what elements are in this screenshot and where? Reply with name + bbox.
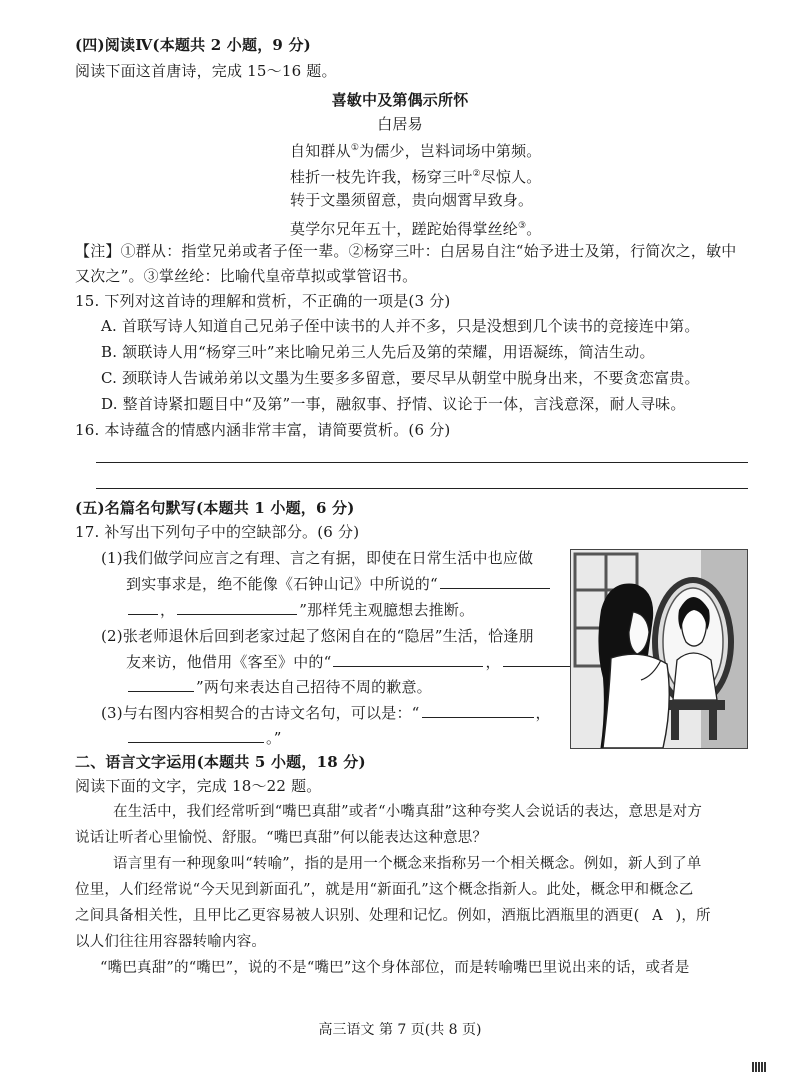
poem-line-2 bbox=[290, 164, 542, 187]
q15-option-d: D. 整首诗紧扣题目中“及第”一事，融叙事、抒情、议论于一体，言浅意深，耐人寻味。 bbox=[101, 395, 686, 413]
q16-stem: 16. 本诗蕴含的情感内涵非常丰富，请简要赏析。(6 分) bbox=[75, 421, 451, 439]
poem-line-2-part-b: 尽惊人。 bbox=[480, 168, 542, 186]
passage-para2-line3-text: 之间具备相关性，且甲比乙更容易被人识别、处理和记忆。例如，酒瓶比酒瓶里的酒更( bbox=[75, 908, 640, 924]
filled-answer-a[interactable]: A bbox=[652, 908, 663, 924]
page-footer: 高三语文 第 7 页(共 8 页) bbox=[318, 1022, 482, 1038]
passage-para2-line4: 以人们往往用容器转喻内容。 bbox=[75, 934, 267, 950]
q17-blank-5[interactable] bbox=[422, 703, 534, 718]
passage-para2-line1: 语言里有一种现象叫“转喻”，指的是用一个概念来指称另一个相关概念。例如，新人到了单 bbox=[113, 856, 702, 872]
q17-blank-6[interactable] bbox=[128, 728, 264, 743]
q17-blank-1[interactable] bbox=[440, 574, 550, 589]
q17-part2-tail: ”两句来表达自己招待不周的歉意。 bbox=[196, 678, 432, 696]
part2-instruction: 阅读下面的文字，完成 18～22 题。 bbox=[75, 777, 322, 795]
section4-title: (四)阅读Ⅳ(本题共 2 小题，9 分) bbox=[75, 36, 311, 54]
passage-para2-line2: 位里，人们经常说“今天见到新面孔”，就是用“新面孔”这个概念指新人。此处，概念甲和概念乙 bbox=[75, 882, 694, 898]
q17-part2-line3 bbox=[126, 677, 432, 697]
poem-line-4-part-a: 莫学尔兄年五十，蹉跎始得掌丝纶 bbox=[290, 220, 519, 238]
footnote-mark-2: ② bbox=[472, 169, 481, 179]
q17-part3-tail: 。” bbox=[266, 729, 282, 747]
q15-stem: 15. 下列对这首诗的理解和赏析，不正确的一项是(3 分) bbox=[75, 292, 451, 310]
poem-line-3: 转于文墨须留意，贵向烟霄早致身。 bbox=[290, 191, 534, 209]
q17-stem: 17. 补写出下列句子中的空缺部分。(6 分) bbox=[75, 523, 360, 541]
q17-blank-2[interactable] bbox=[177, 600, 297, 615]
q16-answer-line-1[interactable] bbox=[96, 462, 748, 463]
q17-part1-line2 bbox=[126, 574, 552, 594]
poem-line-1-part-b: 为儒少，岂料词场中第频。 bbox=[359, 142, 542, 160]
q17-part3-line1 bbox=[101, 703, 551, 723]
poem-line-1 bbox=[290, 138, 542, 161]
footnote-mark-1: ① bbox=[350, 143, 360, 153]
note-line-2: 又次之”。③掌丝纶：比喻代皇帝草拟或掌管诏书。 bbox=[75, 267, 418, 285]
footnote-mark-3: ③ bbox=[518, 221, 527, 231]
poem-title: 喜敏中及第偶示所怀 bbox=[331, 91, 469, 109]
qr-code-icon bbox=[752, 1062, 766, 1072]
passage-para2-line3 bbox=[75, 906, 711, 926]
q17-part2-line1: (2)张老师退休后回到老家过起了悠闲自在的“隐居”生活，恰逢朋 bbox=[101, 627, 534, 645]
poem-line-1-part-a: 自知群从 bbox=[290, 142, 351, 160]
q17-part2-text: 友来访，他借用《客至》中的“ bbox=[126, 653, 332, 671]
q17-part3-comma: ， bbox=[535, 704, 551, 722]
passage-para3-line1: “嘴巴真甜”的“嘴巴”，说的不是“嘴巴”这个身体部位，而是转喻嘴巴里说出来的话，或者是 bbox=[100, 960, 690, 976]
q17-blank-4-cont[interactable] bbox=[128, 677, 194, 692]
poem-line-2-part-a: 桂折一枝先许我，杨穿三叶 bbox=[290, 168, 473, 186]
mirror-woman-illustration bbox=[570, 549, 748, 749]
q17-part1-text: 到实事求是，绝不能像《石钟山记》中所说的“ bbox=[126, 575, 438, 593]
passage-para2-line3-tail: )，所 bbox=[675, 908, 711, 924]
q17-part2-comma: ， bbox=[485, 653, 501, 671]
q17-part1-line1: (1)我们做学问应言之有理、言之有据，即使在日常生活中也应做 bbox=[101, 549, 534, 567]
note-line-1: 【注】①群从：指堂兄弟或者子侄一辈。②杨穿三叶：白居易自注“始予进士及第，行简次之，敏中 bbox=[75, 242, 737, 260]
poem-line-4 bbox=[290, 216, 542, 239]
part2-title: 二、语言文字运用(本题共 5 小题，18 分) bbox=[75, 753, 366, 771]
q17-part1-comma: ， bbox=[160, 601, 176, 619]
poem-line-4-part-b: 。 bbox=[526, 220, 542, 238]
poem-author: 白居易 bbox=[377, 115, 423, 133]
q17-blank-3[interactable] bbox=[333, 652, 483, 667]
q15-option-b: B. 颔联诗人用“杨穿三叶”来比喻兄弟三人先后及第的荣耀，用语凝练，简洁生动。 bbox=[101, 343, 655, 361]
q17-blank-1-cont[interactable] bbox=[128, 600, 158, 615]
passage-para1-line1: 在生活中，我们经常听到“嘴巴真甜”或者“小嘴真甜”这种夸奖人会说话的表达，意思是对方 bbox=[113, 804, 703, 820]
q15-option-a: A. 首联写诗人知道自己兄弟子侄中读书的人并不多，只是没想到几个读书的竞接连中第。 bbox=[101, 317, 700, 335]
q17-part1-line3 bbox=[126, 600, 474, 620]
section5-title: (五)名篇名句默写(本题共 1 小题，6 分) bbox=[75, 499, 355, 517]
passage-para1-line2: 说话让听者心里愉悦、舒服。“嘴巴真甜”何以能表达这种意思？ bbox=[75, 830, 488, 846]
q15-option-c: C. 颈联诗人告诫弟弟以文墨为生要多多留意，要尽早从朝堂中脱身出来，不要贪恋富贵。 bbox=[101, 369, 700, 387]
q17-part3-text: (3)与右图内容相契合的古诗文名句，可以是：“ bbox=[101, 704, 420, 722]
q17-part2-line2 bbox=[126, 652, 585, 672]
q16-answer-line-2[interactable] bbox=[96, 488, 748, 489]
q17-part1-tail: ”那样凭主观臆想去推断。 bbox=[299, 601, 475, 619]
q17-part3-line2 bbox=[126, 728, 282, 748]
section4-instruction: 阅读下面这首唐诗，完成 15～16 题。 bbox=[75, 62, 337, 80]
